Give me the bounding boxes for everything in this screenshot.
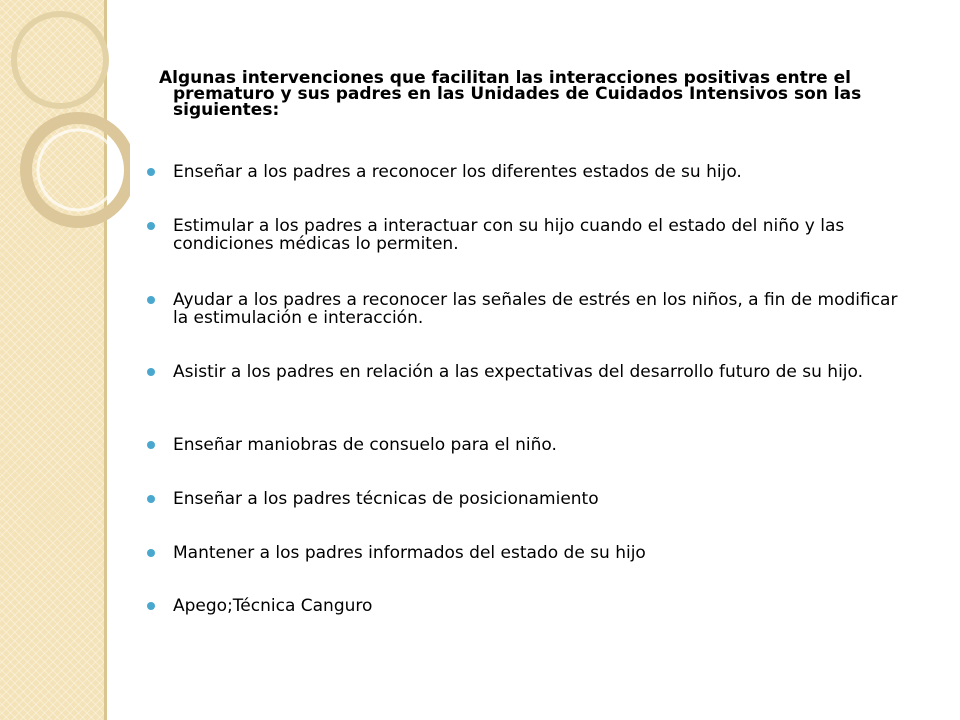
list-item-text: Enseñar a los padres técnicas de posicionamiento — [173, 489, 599, 509]
list-item — [173, 490, 903, 508]
list-item — [173, 291, 903, 327]
bullet-icon — [147, 168, 155, 176]
bullet-icon — [147, 368, 155, 376]
list-item-text: Asistir a los padres en relación a las expectativas del desarrollo futuro de su hijo. — [173, 362, 864, 382]
intro-text: Algunas intervenciones que facilitan las interacciones positivas entre el prematuro y sus padres en las Unidades de Cuidados Intensivos son las siguientes: — [159, 68, 862, 120]
list-item-text: Enseñar a los padres a reconocer los diferentes estados de su hijo. — [173, 162, 742, 182]
bullet-icon — [147, 296, 155, 304]
bullet-icon — [147, 441, 155, 449]
list-item-text: Enseñar maniobras de consuelo para el niño. — [173, 435, 557, 455]
list-item — [173, 597, 903, 615]
bullet-icon — [147, 495, 155, 503]
bullet-icon — [147, 549, 155, 557]
list-item — [173, 163, 903, 181]
list-item-text: Ayudar a los padres a reconocer las señales de estrés en los niños, a fin de modificar la estimulación e interacción. — [173, 290, 898, 328]
bullet-icon — [147, 222, 155, 230]
bullet-icon — [147, 602, 155, 610]
list-item-text: Apego;Técnica Canguro — [173, 596, 373, 616]
list-item — [173, 436, 903, 454]
list-item-text: Estimular a los padres a interactuar con su hijo cuando el estado del niño y las condiciones médicas lo permiten. — [173, 216, 845, 254]
list-item — [173, 544, 903, 562]
list-item — [173, 217, 903, 253]
list-item — [173, 363, 903, 381]
list-item-text: Mantener a los padres informados del estado de su hijo — [173, 543, 646, 563]
